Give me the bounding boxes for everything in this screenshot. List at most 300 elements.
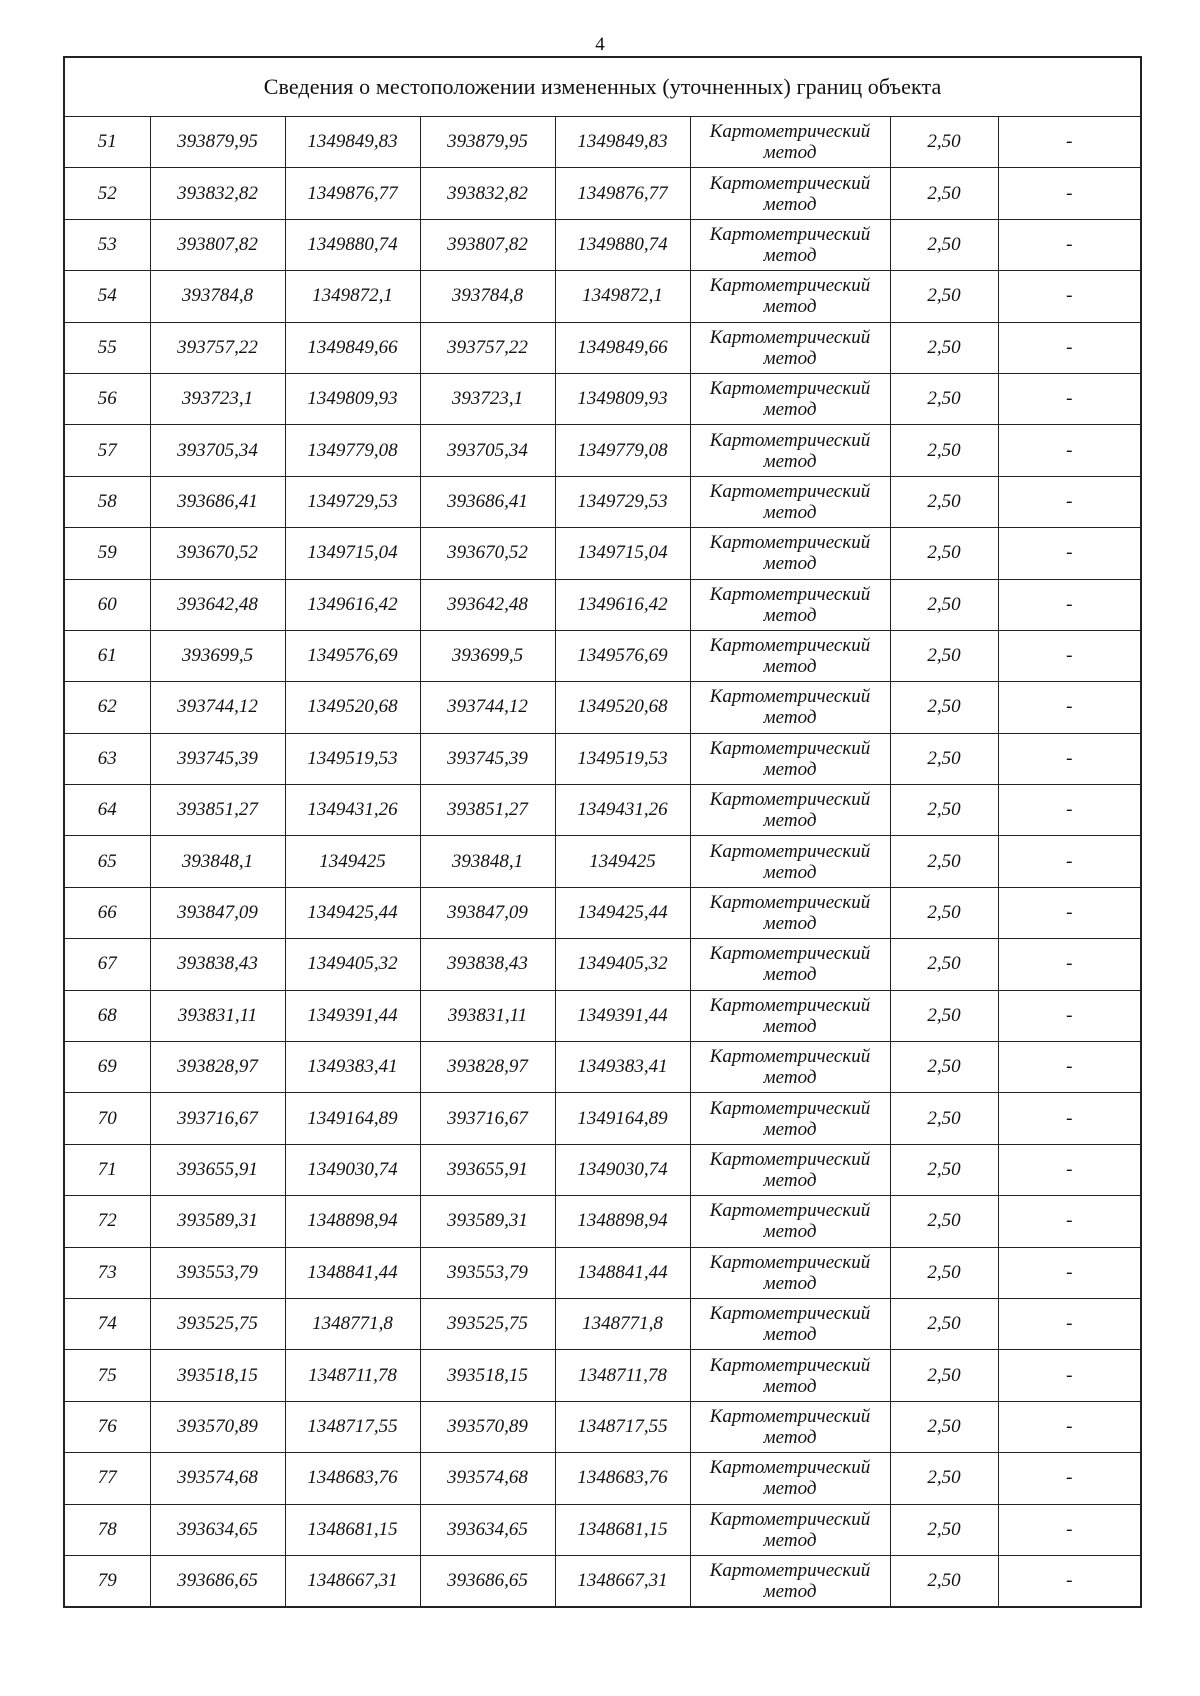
note-cell: - — [998, 425, 1141, 476]
refined-x-cell: 393784,8 — [420, 271, 555, 322]
existing-y-cell: 1349880,74 — [285, 219, 420, 270]
method-line-1: Картометрический — [709, 737, 871, 759]
method-line-1: Картометрический — [709, 480, 871, 502]
note-cell: - — [998, 1401, 1141, 1452]
method-line-1: Картометрический — [709, 1508, 871, 1530]
method-cell — [690, 322, 890, 373]
table-body — [64, 117, 1141, 1607]
method-line-2: метод — [763, 604, 817, 626]
refined-x-cell: 393838,43 — [420, 939, 555, 990]
table-row — [64, 168, 1141, 219]
note-cell: - — [998, 785, 1141, 836]
existing-x-cell: 393723,1 — [150, 373, 285, 424]
accuracy-cell: 2,50 — [890, 117, 998, 168]
method-line-2: метод — [763, 296, 817, 318]
page-number: 4 — [595, 34, 605, 55]
method-line-1: Картометрический — [709, 223, 871, 245]
method-line-2: метод — [763, 1478, 817, 1500]
method-line-2: метод — [763, 707, 817, 729]
point-number-cell: 59 — [64, 528, 150, 579]
existing-y-cell: 1348898,94 — [285, 1196, 420, 1247]
existing-x-cell: 393553,79 — [150, 1247, 285, 1298]
refined-x-cell: 393723,1 — [420, 373, 555, 424]
method-line-1: Картометрический — [709, 326, 871, 348]
table-title: Сведения о местоположении измененных (уточненных) границ объекта — [64, 57, 1141, 117]
refined-y-cell: 1348717,55 — [555, 1401, 690, 1452]
note-cell: - — [998, 476, 1141, 527]
accuracy-cell: 2,50 — [890, 1298, 998, 1349]
point-number-cell: 61 — [64, 630, 150, 681]
method-line-1: Картометрический — [709, 994, 871, 1016]
existing-y-cell: 1348841,44 — [285, 1247, 420, 1298]
method-line-1: Картометрический — [709, 1354, 871, 1376]
existing-x-cell: 393879,95 — [150, 117, 285, 168]
refined-x-cell: 393699,5 — [420, 630, 555, 681]
accuracy-cell: 2,50 — [890, 733, 998, 784]
method-line-1: Картометрический — [709, 121, 871, 143]
point-number-cell: 58 — [64, 476, 150, 527]
existing-x-cell: 393848,1 — [150, 836, 285, 887]
method-cell — [690, 579, 890, 630]
method-line-1: Картометрический — [709, 1200, 871, 1222]
refined-x-cell: 393757,22 — [420, 322, 555, 373]
accuracy-cell: 2,50 — [890, 219, 998, 270]
refined-y-cell: 1349391,44 — [555, 990, 690, 1041]
refined-x-cell: 393851,27 — [420, 785, 555, 836]
refined-y-cell: 1349876,77 — [555, 168, 690, 219]
accuracy-cell: 2,50 — [890, 1196, 998, 1247]
existing-x-cell: 393574,68 — [150, 1453, 285, 1504]
existing-x-cell: 393828,97 — [150, 1042, 285, 1093]
refined-x-cell: 393705,34 — [420, 425, 555, 476]
point-number-cell: 73 — [64, 1247, 150, 1298]
note-cell: - — [998, 219, 1141, 270]
existing-y-cell: 1349391,44 — [285, 990, 420, 1041]
refined-x-cell: 393570,89 — [420, 1401, 555, 1452]
note-cell: - — [998, 1196, 1141, 1247]
refined-x-cell: 393848,1 — [420, 836, 555, 887]
table-row — [64, 990, 1141, 1041]
existing-y-cell: 1349872,1 — [285, 271, 420, 322]
note-cell: - — [998, 168, 1141, 219]
refined-y-cell: 1348898,94 — [555, 1196, 690, 1247]
refined-y-cell: 1349519,53 — [555, 733, 690, 784]
refined-x-cell: 393744,12 — [420, 682, 555, 733]
method-line-1: Картометрический — [709, 429, 871, 451]
method-line-1: Картометрический — [709, 275, 871, 297]
accuracy-cell: 2,50 — [890, 785, 998, 836]
refined-y-cell: 1349030,74 — [555, 1144, 690, 1195]
point-number-cell: 78 — [64, 1504, 150, 1555]
method-line-2: метод — [763, 1067, 817, 1089]
method-cell — [690, 168, 890, 219]
note-cell: - — [998, 271, 1141, 322]
method-line-2: метод — [763, 1375, 817, 1397]
existing-y-cell: 1349383,41 — [285, 1042, 420, 1093]
table-row — [64, 630, 1141, 681]
refined-x-cell: 393525,75 — [420, 1298, 555, 1349]
method-cell — [690, 887, 890, 938]
note-cell: - — [998, 630, 1141, 681]
method-line-1: Картометрический — [709, 892, 871, 914]
note-cell: - — [998, 990, 1141, 1041]
accuracy-cell: 2,50 — [890, 990, 998, 1041]
existing-y-cell: 1348683,76 — [285, 1453, 420, 1504]
method-line-2: метод — [763, 1118, 817, 1140]
refined-x-cell: 393642,48 — [420, 579, 555, 630]
refined-x-cell: 393553,79 — [420, 1247, 555, 1298]
method-cell — [690, 1144, 890, 1195]
existing-x-cell: 393589,31 — [150, 1196, 285, 1247]
method-cell — [690, 1350, 890, 1401]
existing-x-cell: 393744,12 — [150, 682, 285, 733]
method-line-1: Картометрический — [709, 686, 871, 708]
note-cell: - — [998, 1555, 1141, 1606]
note-cell: - — [998, 322, 1141, 373]
existing-y-cell: 1348667,31 — [285, 1555, 420, 1606]
accuracy-cell: 2,50 — [890, 1042, 998, 1093]
refined-x-cell: 393518,15 — [420, 1350, 555, 1401]
table-row — [64, 528, 1141, 579]
method-line-2: метод — [763, 1015, 817, 1037]
point-number-cell: 69 — [64, 1042, 150, 1093]
method-cell — [690, 1093, 890, 1144]
existing-x-cell: 393784,8 — [150, 271, 285, 322]
existing-y-cell: 1349715,04 — [285, 528, 420, 579]
existing-y-cell: 1348681,15 — [285, 1504, 420, 1555]
table-row — [64, 1144, 1141, 1195]
existing-x-cell: 393525,75 — [150, 1298, 285, 1349]
table-row — [64, 476, 1141, 527]
method-cell — [690, 425, 890, 476]
method-line-2: метод — [763, 347, 817, 369]
refined-x-cell: 393634,65 — [420, 1504, 555, 1555]
point-number-cell: 79 — [64, 1555, 150, 1606]
table-row — [64, 785, 1141, 836]
existing-x-cell: 393716,67 — [150, 1093, 285, 1144]
accuracy-cell: 2,50 — [890, 1504, 998, 1555]
method-cell — [690, 733, 890, 784]
point-number-cell: 76 — [64, 1401, 150, 1452]
note-cell: - — [998, 117, 1141, 168]
method-line-2: метод — [763, 810, 817, 832]
table-row — [64, 682, 1141, 733]
existing-y-cell: 1349425,44 — [285, 887, 420, 938]
accuracy-cell: 2,50 — [890, 1401, 998, 1452]
existing-x-cell: 393705,34 — [150, 425, 285, 476]
refined-x-cell: 393686,65 — [420, 1555, 555, 1606]
refined-y-cell: 1348667,31 — [555, 1555, 690, 1606]
existing-x-cell: 393851,27 — [150, 785, 285, 836]
method-line-1: Картометрический — [709, 635, 871, 657]
note-cell: - — [998, 1042, 1141, 1093]
refined-y-cell: 1348771,8 — [555, 1298, 690, 1349]
note-cell: - — [998, 682, 1141, 733]
point-number-cell: 52 — [64, 168, 150, 219]
method-cell — [690, 373, 890, 424]
refined-x-cell: 393807,82 — [420, 219, 555, 270]
table-row — [64, 1298, 1141, 1349]
point-number-cell: 64 — [64, 785, 150, 836]
method-line-2: метод — [763, 1221, 817, 1243]
existing-x-cell: 393655,91 — [150, 1144, 285, 1195]
method-line-1: Картометрический — [709, 1405, 871, 1427]
table-row — [64, 579, 1141, 630]
existing-x-cell: 393831,11 — [150, 990, 285, 1041]
note-cell: - — [998, 1247, 1141, 1298]
existing-x-cell: 393699,5 — [150, 630, 285, 681]
note-cell: - — [998, 1144, 1141, 1195]
method-cell — [690, 1504, 890, 1555]
point-number-cell: 65 — [64, 836, 150, 887]
note-cell: - — [998, 528, 1141, 579]
note-cell: - — [998, 1504, 1141, 1555]
refined-y-cell: 1349849,66 — [555, 322, 690, 373]
refined-x-cell: 393745,39 — [420, 733, 555, 784]
table-row — [64, 939, 1141, 990]
point-number-cell: 63 — [64, 733, 150, 784]
accuracy-cell: 2,50 — [890, 322, 998, 373]
refined-x-cell: 393832,82 — [420, 168, 555, 219]
accuracy-cell: 2,50 — [890, 887, 998, 938]
table-row — [64, 1093, 1141, 1144]
point-number-cell: 74 — [64, 1298, 150, 1349]
refined-y-cell: 1349425 — [555, 836, 690, 887]
accuracy-cell: 2,50 — [890, 373, 998, 424]
note-cell: - — [998, 836, 1141, 887]
boundary-table — [63, 56, 1142, 1608]
method-line-2: метод — [763, 193, 817, 215]
method-cell — [690, 1247, 890, 1298]
method-line-2: метод — [763, 758, 817, 780]
method-cell — [690, 785, 890, 836]
note-cell: - — [998, 1298, 1141, 1349]
method-line-1: Картометрический — [709, 840, 871, 862]
note-cell: - — [998, 579, 1141, 630]
existing-x-cell: 393838,43 — [150, 939, 285, 990]
method-line-1: Картометрический — [709, 1457, 871, 1479]
refined-y-cell: 1349405,32 — [555, 939, 690, 990]
refined-y-cell: 1349729,53 — [555, 476, 690, 527]
refined-y-cell: 1349809,93 — [555, 373, 690, 424]
existing-x-cell: 393686,65 — [150, 1555, 285, 1606]
existing-x-cell: 393686,41 — [150, 476, 285, 527]
method-line-2: метод — [763, 399, 817, 421]
accuracy-cell: 2,50 — [890, 579, 998, 630]
method-line-2: метод — [763, 1272, 817, 1294]
method-line-1: Картометрический — [709, 943, 871, 965]
accuracy-cell: 2,50 — [890, 1555, 998, 1606]
point-number-cell: 72 — [64, 1196, 150, 1247]
method-line-2: метод — [763, 964, 817, 986]
point-number-cell: 57 — [64, 425, 150, 476]
accuracy-cell: 2,50 — [890, 271, 998, 322]
method-line-1: Картометрический — [709, 1097, 871, 1119]
existing-y-cell: 1349030,74 — [285, 1144, 420, 1195]
refined-x-cell: 393716,67 — [420, 1093, 555, 1144]
method-line-1: Картометрический — [709, 583, 871, 605]
table-row — [64, 117, 1141, 168]
existing-y-cell: 1349729,53 — [285, 476, 420, 527]
method-line-1: Картометрический — [709, 1251, 871, 1273]
method-cell — [690, 117, 890, 168]
method-cell — [690, 836, 890, 887]
refined-y-cell: 1348711,78 — [555, 1350, 690, 1401]
point-number-cell: 54 — [64, 271, 150, 322]
point-number-cell: 53 — [64, 219, 150, 270]
method-line-2: метод — [763, 861, 817, 883]
table-row — [64, 1196, 1141, 1247]
point-number-cell: 51 — [64, 117, 150, 168]
existing-y-cell: 1349431,26 — [285, 785, 420, 836]
method-line-1: Картометрический — [709, 1046, 871, 1068]
method-cell — [690, 1555, 890, 1606]
existing-x-cell: 393807,82 — [150, 219, 285, 270]
refined-x-cell: 393831,11 — [420, 990, 555, 1041]
table-row — [64, 1350, 1141, 1401]
method-line-2: метод — [763, 553, 817, 575]
method-line-2: метод — [763, 1580, 817, 1602]
existing-y-cell: 1348717,55 — [285, 1401, 420, 1452]
refined-x-cell: 393655,91 — [420, 1144, 555, 1195]
accuracy-cell: 2,50 — [890, 1093, 998, 1144]
point-number-cell: 60 — [64, 579, 150, 630]
refined-x-cell: 393574,68 — [420, 1453, 555, 1504]
refined-y-cell: 1349164,89 — [555, 1093, 690, 1144]
method-cell — [690, 219, 890, 270]
accuracy-cell: 2,50 — [890, 168, 998, 219]
refined-y-cell: 1348681,15 — [555, 1504, 690, 1555]
method-cell — [690, 682, 890, 733]
existing-y-cell: 1349876,77 — [285, 168, 420, 219]
table-row — [64, 1401, 1141, 1452]
method-cell — [690, 990, 890, 1041]
refined-x-cell: 393670,52 — [420, 528, 555, 579]
accuracy-cell: 2,50 — [890, 528, 998, 579]
refined-y-cell: 1349425,44 — [555, 887, 690, 938]
method-cell — [690, 1453, 890, 1504]
refined-x-cell: 393847,09 — [420, 887, 555, 938]
existing-y-cell: 1349520,68 — [285, 682, 420, 733]
accuracy-cell: 2,50 — [890, 1350, 998, 1401]
refined-y-cell: 1348683,76 — [555, 1453, 690, 1504]
table-row — [64, 1453, 1141, 1504]
method-line-1: Картометрический — [709, 1559, 871, 1581]
refined-x-cell: 393589,31 — [420, 1196, 555, 1247]
existing-y-cell: 1349576,69 — [285, 630, 420, 681]
refined-y-cell: 1349616,42 — [555, 579, 690, 630]
note-cell: - — [998, 887, 1141, 938]
point-number-cell: 71 — [64, 1144, 150, 1195]
method-line-2: метод — [763, 1324, 817, 1346]
existing-y-cell: 1348771,8 — [285, 1298, 420, 1349]
existing-x-cell: 393634,65 — [150, 1504, 285, 1555]
method-line-2: метод — [763, 1170, 817, 1191]
accuracy-cell: 2,50 — [890, 1247, 998, 1298]
note-cell: - — [998, 1453, 1141, 1504]
table-row — [64, 219, 1141, 270]
method-cell — [690, 630, 890, 681]
table-row — [64, 1042, 1141, 1093]
refined-y-cell: 1349383,41 — [555, 1042, 690, 1093]
method-cell — [690, 476, 890, 527]
method-line-2: метод — [763, 501, 817, 523]
existing-x-cell: 393518,15 — [150, 1350, 285, 1401]
refined-x-cell: 393828,97 — [420, 1042, 555, 1093]
refined-x-cell: 393879,95 — [420, 117, 555, 168]
existing-x-cell: 393570,89 — [150, 1401, 285, 1452]
table-row — [64, 887, 1141, 938]
note-cell: - — [998, 939, 1141, 990]
point-number-cell: 62 — [64, 682, 150, 733]
table-row — [64, 836, 1141, 887]
table-row — [64, 1247, 1141, 1298]
method-line-2: метод — [763, 142, 817, 164]
refined-y-cell: 1349576,69 — [555, 630, 690, 681]
method-line-2: метод — [763, 656, 817, 678]
existing-y-cell: 1349425 — [285, 836, 420, 887]
refined-y-cell: 1349520,68 — [555, 682, 690, 733]
point-number-cell: 77 — [64, 1453, 150, 1504]
point-number-cell: 68 — [64, 990, 150, 1041]
table-row — [64, 425, 1141, 476]
refined-y-cell: 1349431,26 — [555, 785, 690, 836]
method-cell — [690, 939, 890, 990]
note-cell: - — [998, 1350, 1141, 1401]
accuracy-cell: 2,50 — [890, 630, 998, 681]
method-cell — [690, 1196, 890, 1247]
point-number-cell: 56 — [64, 373, 150, 424]
method-line-2: метод — [763, 244, 817, 266]
point-number-cell: 55 — [64, 322, 150, 373]
existing-y-cell: 1349519,53 — [285, 733, 420, 784]
method-cell — [690, 1401, 890, 1452]
existing-y-cell: 1349164,89 — [285, 1093, 420, 1144]
table-row — [64, 1504, 1141, 1555]
existing-y-cell: 1349616,42 — [285, 579, 420, 630]
method-line-2: метод — [763, 1426, 817, 1448]
existing-x-cell: 393832,82 — [150, 168, 285, 219]
existing-y-cell: 1349405,32 — [285, 939, 420, 990]
method-line-2: метод — [763, 1529, 817, 1551]
point-number-cell: 66 — [64, 887, 150, 938]
method-cell — [690, 1298, 890, 1349]
note-cell: - — [998, 373, 1141, 424]
accuracy-cell: 2,50 — [890, 682, 998, 733]
refined-y-cell: 1348841,44 — [555, 1247, 690, 1298]
existing-x-cell: 393642,48 — [150, 579, 285, 630]
table-row — [64, 271, 1141, 322]
method-line-1: Картометрический — [709, 532, 871, 554]
existing-x-cell: 393745,39 — [150, 733, 285, 784]
table-row — [64, 733, 1141, 784]
method-cell — [690, 1042, 890, 1093]
method-line-1: Картометрический — [709, 1303, 871, 1325]
method-line-2: метод — [763, 913, 817, 935]
existing-x-cell: 393670,52 — [150, 528, 285, 579]
point-number-cell: 67 — [64, 939, 150, 990]
table-row — [64, 1555, 1141, 1606]
existing-y-cell: 1349849,83 — [285, 117, 420, 168]
method-cell — [690, 271, 890, 322]
accuracy-cell: 2,50 — [890, 1453, 998, 1504]
table-row — [64, 373, 1141, 424]
refined-y-cell: 1349715,04 — [555, 528, 690, 579]
note-cell: - — [998, 1093, 1141, 1144]
refined-y-cell: 1349849,83 — [555, 117, 690, 168]
method-line-2: метод — [763, 450, 817, 472]
accuracy-cell: 2,50 — [890, 939, 998, 990]
